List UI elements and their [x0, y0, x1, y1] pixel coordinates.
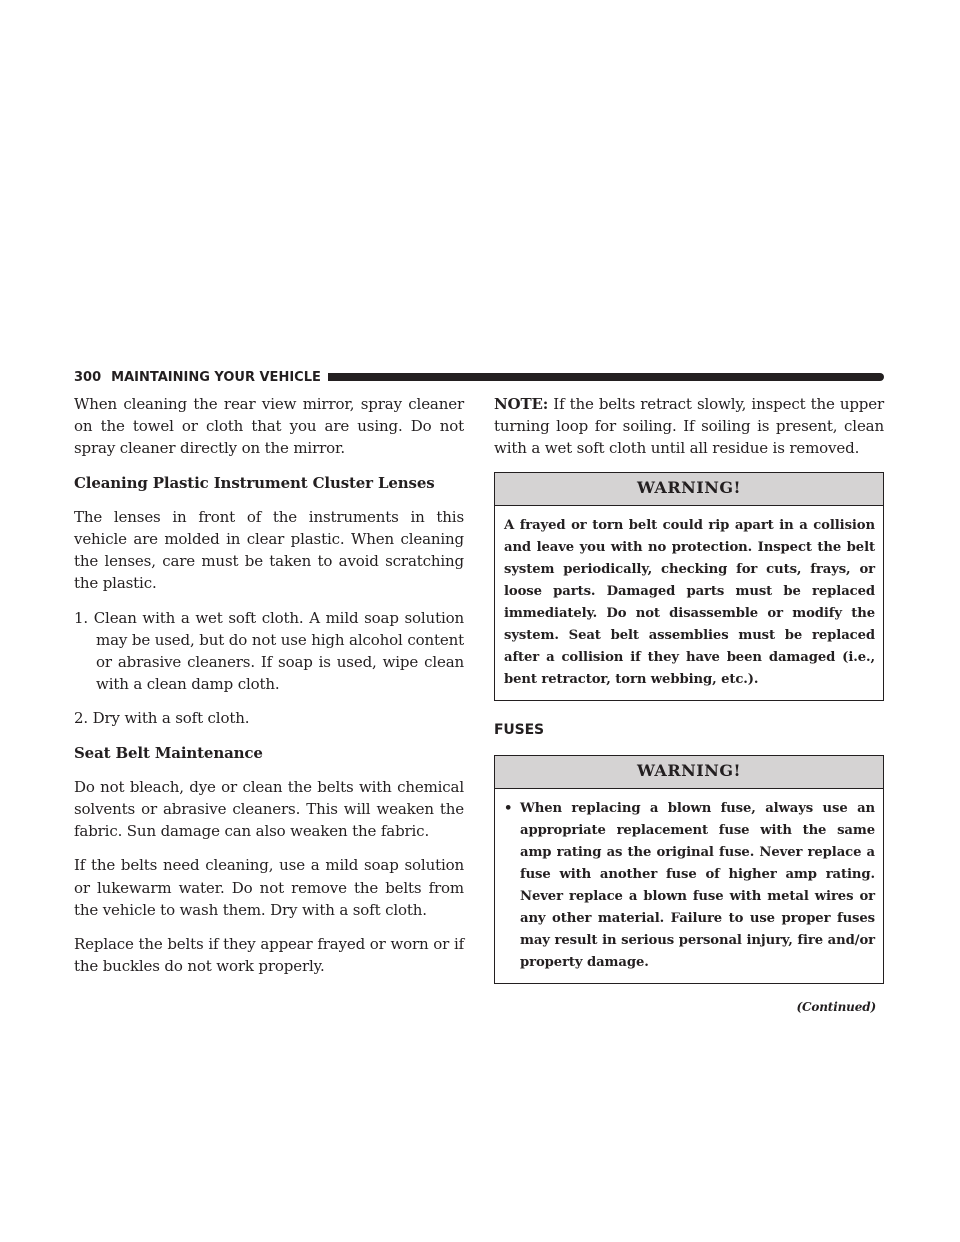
- warning-body: [495, 789, 883, 983]
- step-2: [74, 707, 464, 729]
- seat-belt-paragraph-2: If the belts need cleaning, use a mild soap solution or lukewarm water. Do not remove the belts from the vehicle to wash them. Dry with a soft cloth.: [74, 856, 464, 919]
- step-1-number: 1.: [74, 608, 89, 627]
- warning-body: A frayed or torn belt could rip apart in a collision and leave you with no protection. Inspect the belt system periodically, checking for cuts, frays, or loose parts. Damaged parts must be replaced immediately. Do not disassemble or modify the system. Seat belt assemblies must be replaced after a collision if they have been damaged (i.e., bent retractor, torn webbing, etc.).: [504, 517, 875, 687]
- warning-box-fuses: [494, 755, 884, 984]
- step-1: [74, 607, 464, 696]
- right-column: [494, 393, 884, 1018]
- cluster-lenses-paragraph: The lenses in front of the instruments in this vehicle are molded in clear plastic. When cleaning the lenses, care must be taken to avoid scratching the plastic.: [74, 507, 464, 593]
- note-paragraph: [494, 393, 884, 460]
- step-2-text: Dry with a soft cloth.: [92, 709, 250, 728]
- section-title: MAINTAINING YOUR VEHICLE: [111, 369, 321, 385]
- note-label: NOTE:: [494, 395, 549, 413]
- step-2-number: 2.: [74, 709, 89, 728]
- seat-belt-subheading: Seat Belt Maintenance: [74, 743, 263, 762]
- header-rule: [328, 373, 884, 381]
- fuses-heading: FUSES: [494, 721, 544, 738]
- warning-title: WARNING!: [495, 473, 883, 506]
- cluster-lenses-subheading: Cleaning Plastic Instrument Cluster Lenses: [74, 473, 435, 492]
- left-column: [74, 393, 464, 989]
- seat-belt-paragraph-3: Replace the belts if they appear frayed or worn or if the buckles do not work properly.: [74, 935, 464, 976]
- continued-label: (Continued): [796, 1000, 876, 1015]
- warning-box-seat-belt: [494, 472, 884, 701]
- warning-bullet-item: [504, 798, 875, 974]
- page-number: 300: [74, 369, 102, 385]
- warning-title: WARNING!: [495, 756, 883, 789]
- seat-belt-paragraph-1: Do not bleach, dye or clean the belts with chemical solvents or abrasive cleaners. This will weaken the fabric. Sun damage can also weaken the fabric.: [74, 777, 464, 841]
- mirror-cleaning-paragraph: When cleaning the rear view mirror, spray cleaner on the towel or cloth that you are using. Do not spray cleaner directly on the mirror.: [74, 395, 464, 458]
- step-1-text: Clean with a wet soft cloth. A mild soap solution may be used, but do not use high alcohol content or abrasive cleaners. If soap is used, wipe clean with a clean damp cloth.: [93, 608, 464, 694]
- note-text: If the belts retract slowly, inspect the upper turning loop for soiling. If soiling is present, clean with a wet soft cloth until all residue is removed.: [494, 395, 884, 458]
- warning-bullet-text: When replacing a blown fuse, always use an appropriate replacement fuse with the same amp rating as the original fuse. Never replace a fuse with another fuse of higher amp rating. Never replace a blown fuse with metal wires or any other material. Failure to use proper fuses may result in serious personal injury, fire and/or property damage.: [520, 801, 875, 971]
- bullet-icon: •: [504, 801, 513, 817]
- page-header: [74, 368, 884, 386]
